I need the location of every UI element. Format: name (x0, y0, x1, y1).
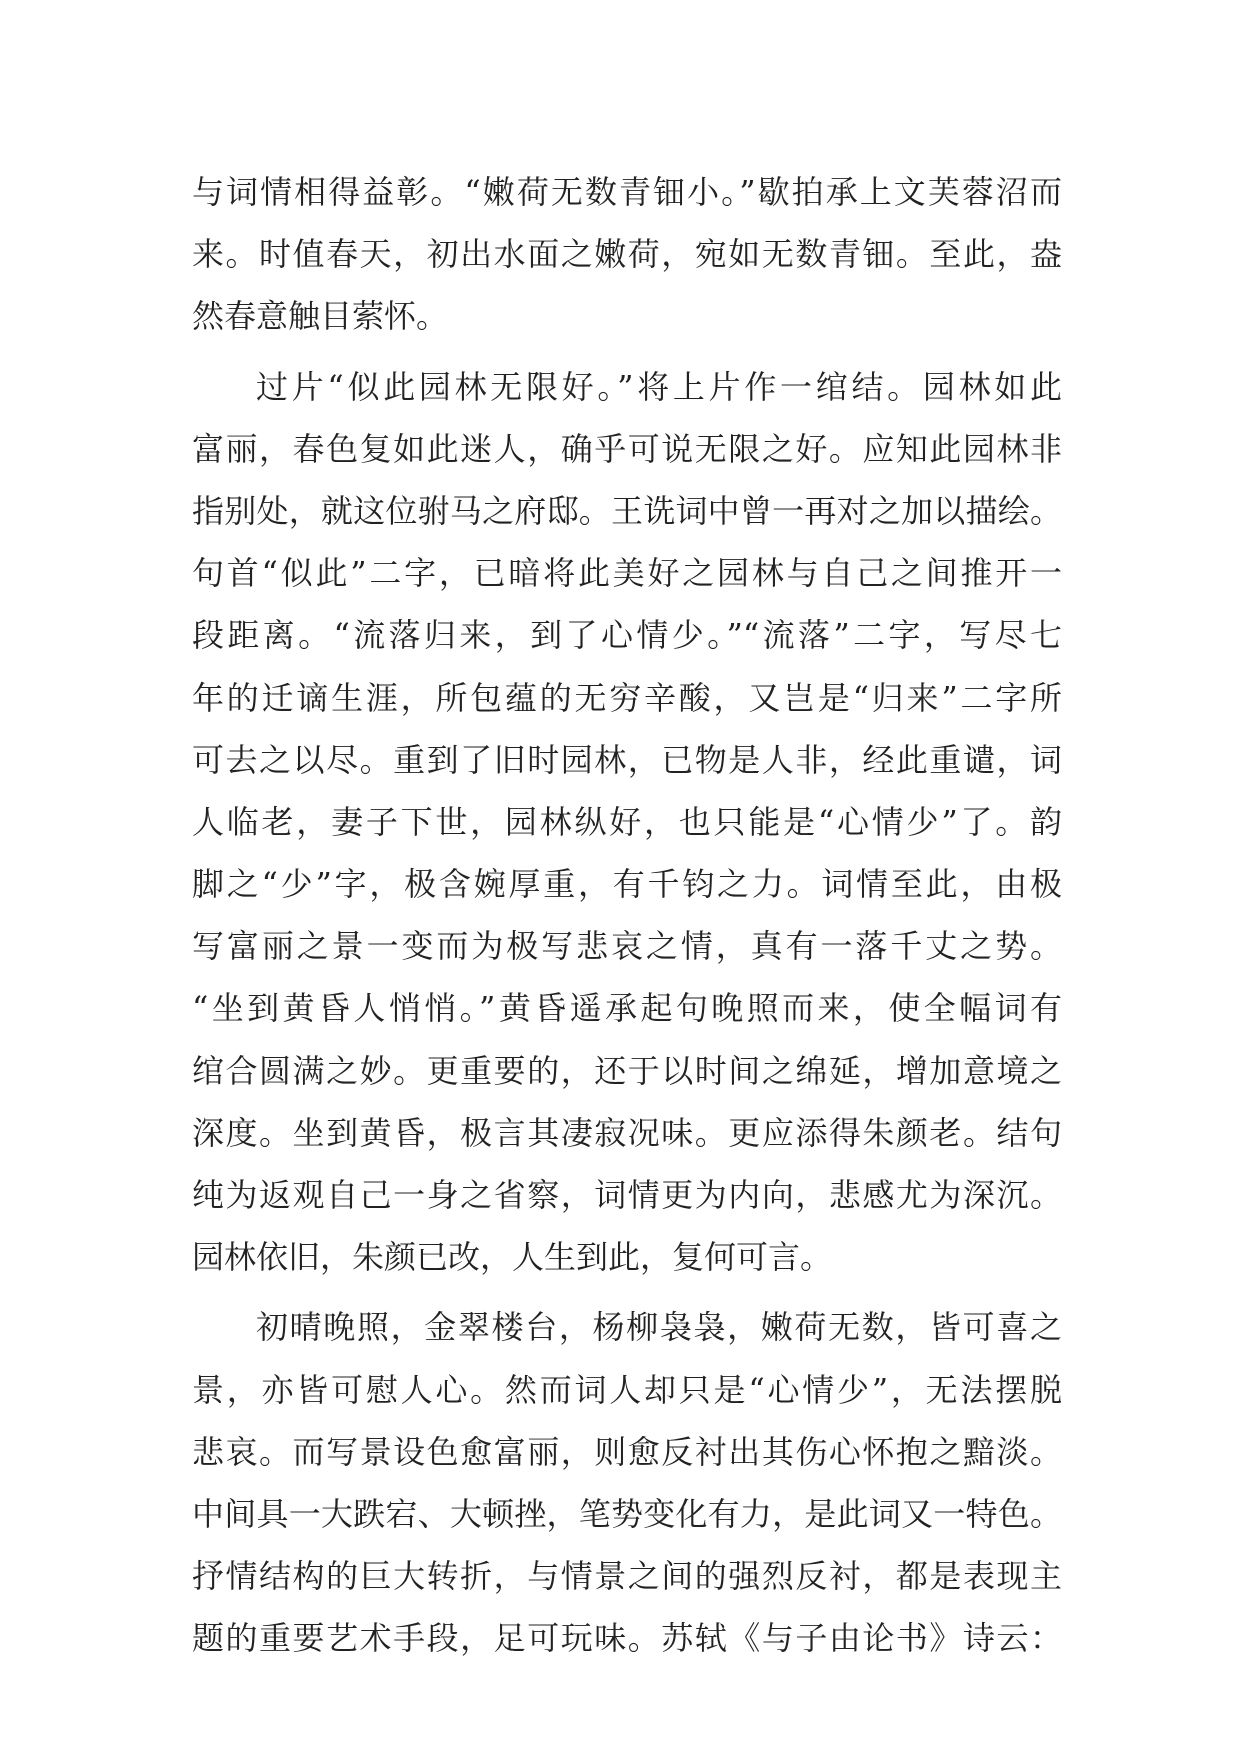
paragraph-1 (192, 161, 1062, 348)
paragraph-2 (192, 356, 1062, 1289)
text-line: 初晴晚照，金翠楼台，杨柳袅袅，嫩荷无数，皆可喜之 (256, 1308, 1062, 1347)
text-line: 人临老，妻子下世，园林纵好，也只能是“心情少”了。韵 (192, 802, 1062, 841)
text-line: 写富丽之景一变而为极写悲哀之情，真有一落千丈之势。 (192, 927, 1062, 966)
text-line: 景，亦皆可慰人心。然而词人却只是“心情少”，无法摆脱 (192, 1370, 1062, 1409)
text-line: “坐到黄昏人悄悄。”黄昏遥承起句晚照而来，使全幅词有 (192, 989, 1062, 1028)
text-line: 脚之“少”字，极含婉厚重，有千钧之力。词情至此，由极 (192, 865, 1062, 904)
text-line: 可去之以尽。重到了旧时园林，已物是人非，经此重谴，词 (192, 740, 1062, 779)
text-line: 抒情结构的巨大转折，与情景之间的强烈反衬，都是表现主 (192, 1557, 1062, 1596)
text-line: 来。时值春天，初出水面之嫩荷，宛如无数青钿。至此，盎 (192, 235, 1062, 274)
text-line: 绾合圆满之妙。更重要的，还于以时间之绵延，增加意境之 (192, 1051, 1062, 1090)
body-text (192, 161, 1062, 1670)
text-line: 题的重要艺术手段，足可玩味。苏轼《与子由论书》诗云： (192, 1619, 1062, 1658)
text-line: 深度。坐到黄昏，极言其凄寂况味。更应添得朱颜老。结句 (192, 1113, 1062, 1152)
text-line: 过片“似此园林无限好。”将上片作一绾结。园林如此 (256, 367, 1062, 406)
text-line: 悲哀。而写景设色愈富丽，则愈反衬出其伤心怀抱之黯淡。 (192, 1432, 1062, 1471)
text-line: 富丽，春色复如此迷人，确乎可说无限之好。应知此园林非 (192, 429, 1062, 468)
text-line: 年的迁谪生涯，所包蕴的无穷辛酸，又岂是“归来”二字所 (192, 678, 1062, 717)
text-line: 纯为返观自己一身之省察，词情更为内向，悲感尤为深沉。 (192, 1176, 1062, 1214)
text-line: 句首“似此”二字，已暗将此美好之园林与自己之间推开一 (192, 554, 1062, 593)
text-line: 然春意触目萦怀。 (192, 297, 449, 336)
text-line: 指别处，就这位驸马之府邸。王诜词中曾一再对之加以描绘。 (192, 491, 1062, 530)
text-line: 与词情相得益彰。“嫩荷无数青钿小。”歇拍承上文芙蓉沼而 (192, 173, 1062, 211)
text-line: 段距离。“流落归来，到了心情少。”“流落”二字，写尽七 (192, 616, 1062, 655)
text-line: 中间具一大跌宕、大顿挫，笔势变化有力，是此词又一特色。 (192, 1494, 1062, 1533)
text-line: 园林依旧，朱颜已改，人生到此，复何可言。 (192, 1238, 833, 1277)
paragraph-3 (192, 1296, 1062, 1669)
